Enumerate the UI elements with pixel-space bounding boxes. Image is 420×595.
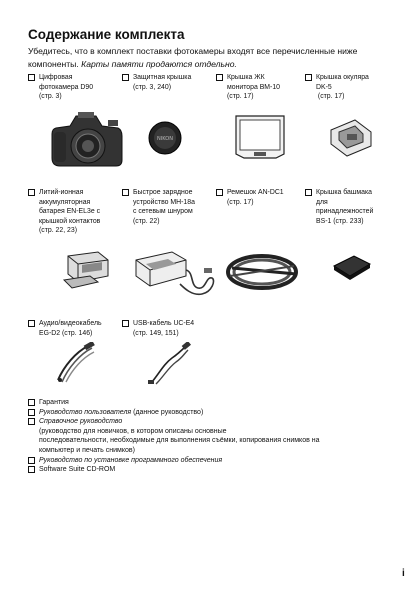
intro-text [28, 45, 398, 70]
eyepiece-cap-icon [325, 116, 375, 158]
checkbox [28, 409, 35, 416]
checkbox [28, 399, 35, 406]
checkbox [305, 189, 312, 196]
item-label: Защитная крышка (стр. 3, 240) [133, 74, 192, 91]
checkbox [216, 189, 223, 196]
intro-line-2: компоненты. [28, 58, 82, 69]
item-label: Быстрое зарядное устройство MH-18a с сетевым шнуром (стр. 22) [133, 189, 195, 225]
hot-shoe-cover-icon [330, 252, 374, 282]
list-item: Руководство пользователя (данное руководство) [28, 408, 398, 418]
item-eyepiece-cap [305, 73, 397, 102]
item-label: Цифровая фотокамера D90 (стр. 3) [39, 74, 94, 101]
strap-icon [224, 248, 304, 294]
monitor-cover-icon [232, 112, 288, 160]
checkbox [28, 320, 35, 327]
item-strap [216, 188, 308, 207]
item-av-cable [28, 319, 120, 338]
item-label: Крышка окуляра DK-5 (стр. 17) [316, 74, 369, 101]
battery-icon [60, 250, 112, 294]
checkbox [305, 74, 312, 81]
item-battery [28, 188, 120, 236]
usb-cable-icon [146, 342, 192, 386]
item-usb-cable [122, 319, 214, 338]
checkbox [28, 74, 35, 81]
av-cable-icon [54, 342, 98, 384]
memory-card-note: Карты памяти продаются отдельно. [81, 58, 237, 69]
body-cap-icon [147, 120, 183, 156]
item-label: Крышка башмака для принадлежностей BS-1 (стр. 233) [316, 189, 374, 225]
checkbox [122, 189, 129, 196]
checkbox [216, 74, 223, 81]
checkbox [122, 74, 129, 81]
page-title: Содержание комплекта [28, 27, 185, 42]
item-monitor-cover [216, 73, 308, 102]
item-label: Крышка ЖК монитора BM-10 (стр. 17) [227, 74, 281, 101]
camera-icon [50, 110, 124, 170]
charger-icon [132, 244, 218, 300]
item-charger [122, 188, 214, 226]
item-label: Ремешок AN-DC1 (стр. 17) [227, 189, 284, 206]
list-item: Гарантия [28, 398, 398, 408]
item-label: Аудио/видеокабель EG-D2 (стр. 146) [39, 320, 102, 337]
checkbox [28, 418, 35, 425]
checkbox [28, 457, 35, 464]
item-label: Литий-ионная аккумуляторная батарея EN-EL3e с крышкой контактов (стр. 22, 23) [39, 189, 101, 235]
item-camera [28, 73, 120, 102]
list-item: Software Suite CD-ROM [28, 465, 398, 475]
checkbox [28, 189, 35, 196]
extra-items-list [28, 398, 398, 475]
checkbox [122, 320, 129, 327]
list-item: Руководство по установке программного обеспечения [28, 456, 398, 466]
item-label: USB-кабель UC-E4 (стр. 149, 151) [133, 320, 195, 337]
item-hot-shoe-cover [305, 188, 397, 226]
page-number: i [402, 568, 405, 579]
list-item: Справочное руководство (руководство для новичков, в котором описаны основные последовательности, необходимые для выполнения съёмки, копирования снимков на компьютер и печать снимков) [28, 417, 398, 455]
svg-text:NIKON: NIKON [157, 136, 173, 142]
checkbox [28, 466, 35, 473]
intro-line-1: Убедитесь, что в комплект поставки фотокамеры входят все перечисленные ниже [28, 46, 358, 56]
item-body-cap [122, 73, 214, 92]
